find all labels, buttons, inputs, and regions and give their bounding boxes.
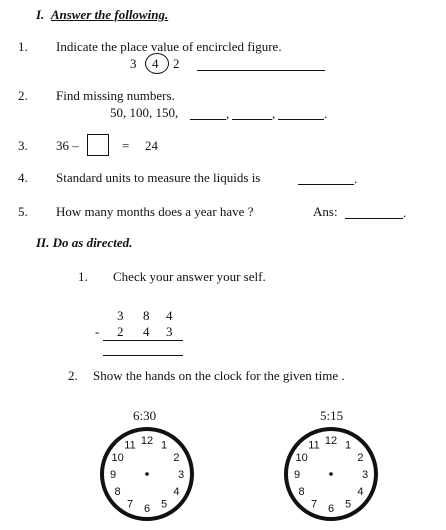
q1-digit-2: 2 — [173, 56, 180, 71]
clock-2-center-dot — [329, 472, 333, 476]
q2-series: 50, 100, 150, — [110, 105, 179, 120]
q7-text: Show the hands on the clock for the given time . — [93, 368, 345, 383]
q1-number: 1. — [18, 39, 28, 54]
q2-sep-2: , — [272, 106, 276, 121]
clock-1-time: 6:30 — [133, 408, 157, 423]
clock-2-time: 5:15 — [320, 408, 344, 423]
clock-1-numeral-5: 5 — [160, 498, 168, 511]
q4-end: . — [354, 171, 358, 186]
q2-blank-3[interactable] — [278, 119, 324, 120]
clock-1-numeral-10: 10 — [111, 452, 124, 464]
clock-1-numeral-8: 8 — [114, 486, 121, 498]
q5-ans-label: Ans: — [313, 204, 338, 219]
q5-answer-blank[interactable] — [345, 218, 403, 219]
clock-2-numeral-7: 7 — [310, 498, 318, 511]
sub-top-digit-3: 4 — [166, 308, 173, 323]
clock-1-numeral-11: 11 — [124, 439, 136, 452]
q4-answer-blank[interactable] — [298, 184, 354, 185]
q2-text: Find missing numbers. — [56, 88, 175, 103]
clock-2-numeral-11: 11 — [308, 439, 320, 452]
q3-equals: = — [122, 138, 130, 153]
section-1-roman: I. — [36, 7, 45, 22]
clock-2-numeral-6: 6 — [327, 503, 335, 515]
clock-2-numeral-3: 3 — [361, 469, 369, 481]
q6-number: 1. — [78, 269, 88, 284]
clock-1-face[interactable] — [99, 426, 195, 522]
clock-1-numeral-4: 4 — [173, 486, 180, 498]
sub-top-digit-1: 3 — [117, 308, 124, 323]
q2-end: . — [324, 106, 328, 121]
sub-bottom-digit-3: 3 — [166, 324, 173, 339]
q3-left: 36 – — [56, 138, 79, 153]
q2-sep-1: , — [226, 106, 230, 121]
clock-1-center-dot — [145, 472, 149, 476]
clock-2-numeral-5: 5 — [344, 498, 352, 511]
q1-digit-3: 3 — [130, 56, 137, 71]
q4-text: Standard units to measure the liquids is — [56, 170, 261, 185]
clock-2-numeral-4: 4 — [357, 486, 364, 498]
q1-answer-blank[interactable] — [197, 70, 325, 71]
section-1-heading — [36, 8, 168, 21]
sub-bottom-digit-1: 2 — [117, 324, 124, 339]
clock-2-numeral-8: 8 — [298, 486, 305, 498]
clock-2-numeral-12: 12 — [324, 435, 338, 447]
clock-1-numeral-7: 7 — [126, 498, 134, 511]
clock-2-numeral-9: 9 — [293, 469, 301, 481]
q1-text: Indicate the place value of encircled figure. — [56, 39, 282, 54]
section-2-roman: II. — [36, 235, 50, 250]
q4-number: 4. — [18, 170, 28, 185]
section-2-title: Do as directed. — [52, 235, 133, 250]
clock-1-numeral-3: 3 — [177, 469, 185, 481]
clock-1-numeral-9: 9 — [109, 469, 117, 481]
q6-text: Check your answer your self. — [113, 269, 266, 284]
q2-blank-2[interactable] — [232, 119, 272, 120]
clock-1-numeral-1: 1 — [160, 439, 168, 452]
q5-number: 5. — [18, 204, 28, 219]
section-1-title: Answer the following. — [50, 7, 169, 22]
clock-2-numeral-1: 1 — [344, 439, 352, 452]
clock-2-numeral-2: 2 — [357, 452, 364, 464]
q3-answer-box[interactable] — [87, 134, 109, 156]
q5-end: . — [403, 205, 407, 220]
clock-2-face[interactable] — [283, 426, 379, 522]
q2-number: 2. — [18, 88, 28, 103]
q5-text: How many months does a year have ? — [56, 204, 254, 219]
q3-number: 3. — [18, 138, 28, 153]
q1-digit-4: 4 — [152, 56, 159, 71]
clock-1-numeral-12: 12 — [140, 435, 154, 447]
section-2-heading — [36, 236, 132, 249]
clock-2-numeral-10: 10 — [295, 452, 308, 464]
q3-right: 24 — [145, 138, 158, 153]
clock-1-numeral-6: 6 — [143, 503, 151, 515]
sub-bottom-digit-2: 4 — [143, 324, 150, 339]
sub-top-digit-2: 8 — [143, 308, 150, 323]
sub-answer-line[interactable] — [103, 355, 183, 356]
q7-number: 2. — [68, 368, 78, 383]
q2-blank-1[interactable] — [190, 119, 226, 120]
minus-sign: - — [95, 324, 100, 339]
clock-1-numeral-2: 2 — [173, 452, 180, 464]
sub-rule-1 — [103, 340, 183, 341]
